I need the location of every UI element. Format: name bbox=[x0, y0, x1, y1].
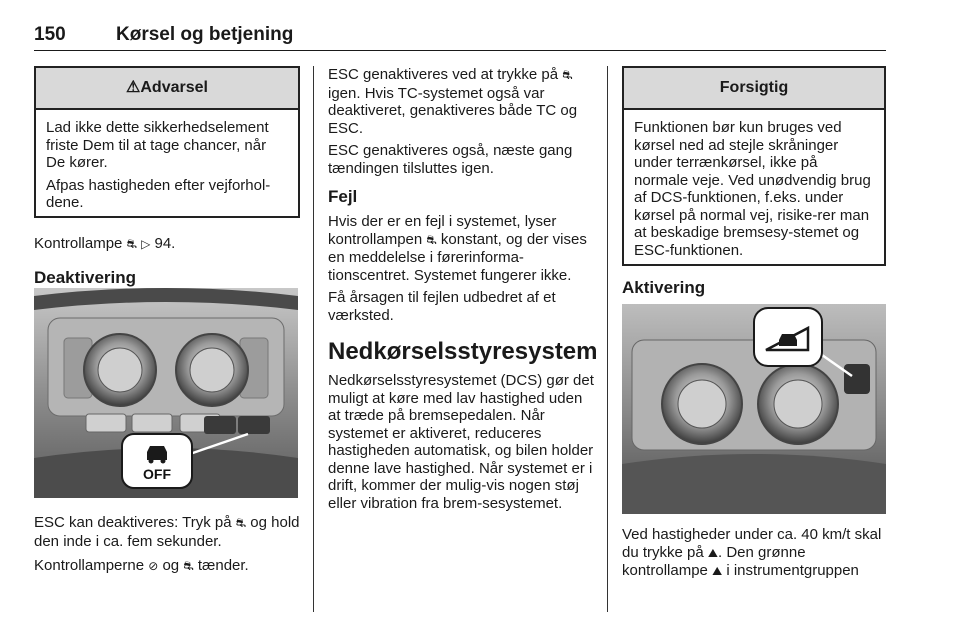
reactivate-text-2: ESC genaktiveres også, næste gang tændingen tilsluttes igen. bbox=[328, 142, 573, 177]
text: Kontrollamperne bbox=[34, 557, 145, 574]
text: . Den grønne kontrollampe bbox=[622, 543, 806, 579]
text: tænder. bbox=[197, 557, 249, 574]
column-1-lower bbox=[34, 514, 300, 576]
text: og hold den inde i ca. fem sekunder. bbox=[34, 514, 300, 550]
esc-off-icon: ⛐ bbox=[562, 68, 573, 82]
warning-text: Lad ikke dette sikkerhedselement friste Dem til at tage chancer, når De kører. bbox=[46, 119, 269, 171]
warning-box bbox=[34, 66, 300, 218]
esc-icon: ⛐ bbox=[426, 232, 437, 247]
dcs-icon: ⛰ bbox=[707, 545, 718, 560]
deactivation-heading: Deaktivering bbox=[34, 267, 137, 287]
column-2 bbox=[328, 66, 598, 512]
column-3-lower bbox=[622, 526, 886, 581]
activation-heading: Aktivering bbox=[622, 278, 706, 297]
dcs-icon: ⛰ bbox=[712, 564, 723, 578]
dcs-text: Nedkørselsstyresystemet (DCS) gør det muligt at køre med lav hastighed uden at træde på bremsepedalen. Når systemet er aktiveret, reduceres hastigheden automatisk, og bilen holder denne lave hastighed. Når systemet er i drift, kommer der mulig-vis nogen støj eller vibration fra brem-sesystemet. bbox=[328, 372, 594, 512]
text: ESC kan deaktiveres: Tryk på bbox=[34, 514, 232, 531]
column-3 bbox=[622, 66, 886, 298]
caution-text: Funktionen bør kun bruges ved kørsel ned ad stejle skråninger under terrænkørsel, ikke på normale veje. Ved unødvendig brug af DCS-funktionen, f.eks. under kørsel på normal vej, risike-rer man at beskadige bremsesy-stemet og ESC-funktionen. bbox=[634, 119, 871, 259]
text: konstant, og der vises en meddelelse i førerinforma-tionscentret. Systemet fungerer ikke. bbox=[328, 230, 587, 284]
lamps-text bbox=[34, 557, 300, 576]
column-divider bbox=[313, 66, 314, 612]
column-divider bbox=[607, 66, 608, 612]
control-lamp-line bbox=[34, 235, 300, 254]
text: Ved hastigheder under ca. 40 km/t skal du trykke på bbox=[622, 526, 882, 561]
activation-text bbox=[622, 526, 886, 581]
page-ref-icon: ▷ bbox=[141, 237, 151, 251]
fault-heading: Fejl bbox=[328, 187, 358, 206]
fault-text bbox=[328, 213, 594, 284]
page-number: 150 bbox=[34, 24, 66, 45]
fault-text-2: Få årsagen til fejlen udbedret af et værksted. bbox=[328, 289, 556, 324]
esc-deactivate-text bbox=[34, 514, 300, 550]
esc-off-icon: ⛐ bbox=[235, 516, 247, 530]
page-header bbox=[34, 22, 886, 51]
esc-off-button-label: OFF bbox=[143, 466, 171, 482]
text: igen. Hvis TC-systemet også var deaktiveret, genaktiveres både TC og ESC. bbox=[328, 84, 578, 137]
reactivate-text bbox=[328, 66, 594, 137]
esc-off-button-photo bbox=[34, 288, 298, 498]
column-1 bbox=[34, 66, 300, 288]
esc-icon: ⛐ bbox=[183, 559, 194, 573]
dcs-heading: Nedkørselsstyresystem bbox=[328, 338, 598, 365]
page-ref: 94. bbox=[154, 235, 176, 252]
warning-icon: ⚠ bbox=[126, 79, 141, 96]
control-lamp-text: Kontrollampe bbox=[34, 235, 123, 252]
text: Hvis der er en fejl i systemet, lyser kontrollampen bbox=[328, 213, 557, 248]
text: og bbox=[162, 557, 180, 574]
warning-box-header bbox=[36, 68, 298, 110]
dcs-button-photo bbox=[622, 304, 886, 514]
chapter-title: Kørsel og betjening bbox=[116, 24, 294, 45]
caution-box bbox=[622, 66, 886, 266]
warning-text: Afpas hastigheden efter vejforhol-dene. bbox=[46, 176, 271, 211]
text: i instrumentgruppen bbox=[726, 562, 859, 579]
esc-off-icon: ⛐ bbox=[126, 237, 137, 251]
warning-title: Advarsel bbox=[140, 79, 208, 96]
caution-box-header: Forsigtig bbox=[624, 68, 884, 110]
text: ESC genaktiveres ved at trykke på bbox=[328, 66, 559, 83]
tc-off-icon: ⊘ bbox=[148, 559, 159, 573]
